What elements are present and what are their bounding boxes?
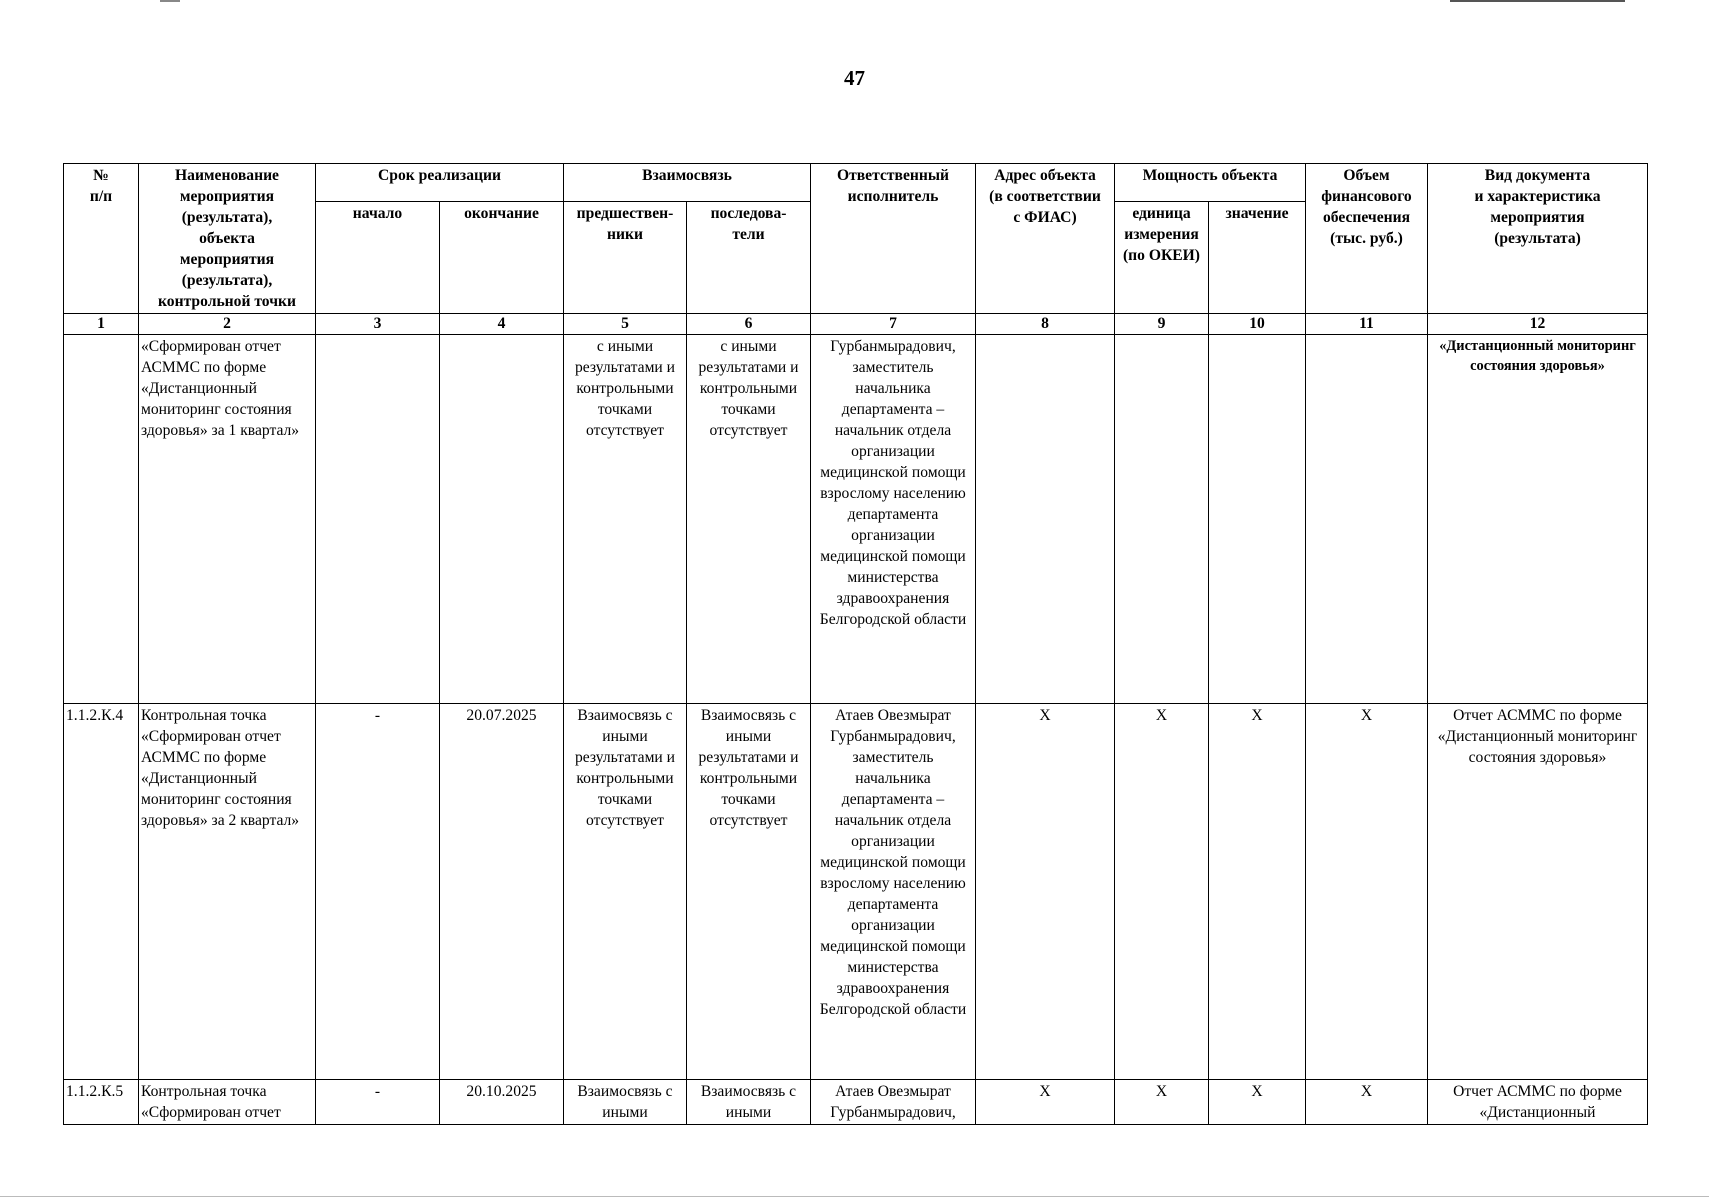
cell-unit: Х bbox=[1115, 704, 1209, 1080]
cell-successors: Взаимосвязь с иными результатами и контрольными точками отсутствует bbox=[687, 704, 811, 1080]
cell-address bbox=[976, 335, 1115, 704]
cell-predecessors: Взаимосвязь с иными bbox=[564, 1080, 687, 1125]
header-start: начало bbox=[316, 202, 440, 314]
cell-number: 1.1.2.К.4 bbox=[64, 704, 139, 1080]
header-end: окончание bbox=[440, 202, 564, 314]
cell-end: 20.10.2025 bbox=[440, 1080, 564, 1125]
cell-successors: Взаимосвязь с иными bbox=[687, 1080, 811, 1125]
cell-number: 1.1.2.К.5 bbox=[64, 1080, 139, 1125]
cell-name: «Сформирован отчет АСММС по форме «Дистанционный мониторинг состояния здоровья» за 1 квартал» bbox=[139, 335, 316, 704]
column-number: 6 bbox=[687, 314, 811, 335]
cell-successors: с иными результатами и контрольными точками отсутствует bbox=[687, 335, 811, 704]
cell-responsible: Атаев Овезмырат Гурбанмырадович, заместитель начальника департамента – начальник отдела организации медицинской помощи взрослому населению департамента организации медицинской помощи министерства здравоохранения Белгородской области bbox=[811, 704, 976, 1080]
header-name: Наименование мероприятия (результата), объекта мероприятия (результата), контрольной точки bbox=[139, 164, 316, 314]
cell-predecessors: Взаимосвязь с иными результатами и контрольными точками отсутствует bbox=[564, 704, 687, 1080]
header-term-group: Срок реализации bbox=[316, 164, 564, 202]
scan-artifact bbox=[0, 1196, 1709, 1197]
header-unit: единица измерения (по ОКЕИ) bbox=[1115, 202, 1209, 314]
cell-name: Контрольная точка «Сформирован отчет bbox=[139, 1080, 316, 1125]
cell-start: - bbox=[316, 704, 440, 1080]
cell-finance: Х bbox=[1306, 1080, 1428, 1125]
header-power-group: Мощность объекта bbox=[1115, 164, 1306, 202]
cell-address: Х bbox=[976, 704, 1115, 1080]
column-number: 4 bbox=[440, 314, 564, 335]
cell-end bbox=[440, 335, 564, 704]
cell-unit bbox=[1115, 335, 1209, 704]
scan-artifact bbox=[160, 0, 180, 2]
column-number: 2 bbox=[139, 314, 316, 335]
table-row bbox=[64, 1080, 1648, 1125]
column-number: 11 bbox=[1306, 314, 1428, 335]
cell-responsible: Атаев Овезмырат Гурбанмырадович, bbox=[811, 1080, 976, 1125]
table-row bbox=[64, 704, 1648, 1080]
cell-predecessors: с иными результатами и контрольными точками отсутствует bbox=[564, 335, 687, 704]
scan-artifact bbox=[1450, 0, 1625, 2]
header-finance: Объем финансового обеспечения (тыс. руб.) bbox=[1306, 164, 1428, 314]
header-row bbox=[64, 164, 1648, 202]
cell-unit: Х bbox=[1115, 1080, 1209, 1125]
column-number: 9 bbox=[1115, 314, 1209, 335]
cell-document: «Дистанционный мониторинг состояния здоровья» bbox=[1428, 335, 1648, 704]
cell-number bbox=[64, 335, 139, 704]
cell-address: Х bbox=[976, 1080, 1115, 1125]
column-number: 7 bbox=[811, 314, 976, 335]
column-number-row bbox=[64, 314, 1648, 335]
cell-finance bbox=[1306, 335, 1428, 704]
table-row bbox=[64, 335, 1648, 704]
cell-value: Х bbox=[1209, 1080, 1306, 1125]
header-number: № п/п bbox=[64, 164, 139, 314]
cell-value: Х bbox=[1209, 704, 1306, 1080]
header-value: значение bbox=[1209, 202, 1306, 314]
cell-start bbox=[316, 335, 440, 704]
header-predecessors: предшествен- ники bbox=[564, 202, 687, 314]
header-link-group: Взаимосвязь bbox=[564, 164, 811, 202]
column-number: 3 bbox=[316, 314, 440, 335]
cell-name: Контрольная точка «Сформирован отчет АСММС по форме «Дистанционный мониторинг состояния здоровья» за 2 квартал» bbox=[139, 704, 316, 1080]
cell-start: - bbox=[316, 1080, 440, 1125]
cell-finance: Х bbox=[1306, 704, 1428, 1080]
cell-value bbox=[1209, 335, 1306, 704]
column-number: 8 bbox=[976, 314, 1115, 335]
plan-table bbox=[63, 163, 1648, 1125]
column-number: 10 bbox=[1209, 314, 1306, 335]
header-document: Вид документа и характеристика мероприятия (результата) bbox=[1428, 164, 1648, 314]
cell-document: Отчет АСММС по форме «Дистанционный bbox=[1428, 1080, 1648, 1125]
header-responsible: Ответственный исполнитель bbox=[811, 164, 976, 314]
header-address: Адрес объекта (в соответствии с ФИАС) bbox=[976, 164, 1115, 314]
page-number: 47 bbox=[844, 66, 865, 90]
cell-document: Отчет АСММС по форме «Дистанционный мониторинг состояния здоровья» bbox=[1428, 704, 1648, 1080]
column-number: 12 bbox=[1428, 314, 1648, 335]
column-number: 5 bbox=[564, 314, 687, 335]
cell-responsible: Гурбанмырадович, заместитель начальника департамента – начальник отдела организации медицинской помощи взрослому населению департамента организации медицинской помощи министерства здравоохранения Белгородской области bbox=[811, 335, 976, 704]
cell-end: 20.07.2025 bbox=[440, 704, 564, 1080]
header-successors: последова- тели bbox=[687, 202, 811, 314]
column-number: 1 bbox=[64, 314, 139, 335]
